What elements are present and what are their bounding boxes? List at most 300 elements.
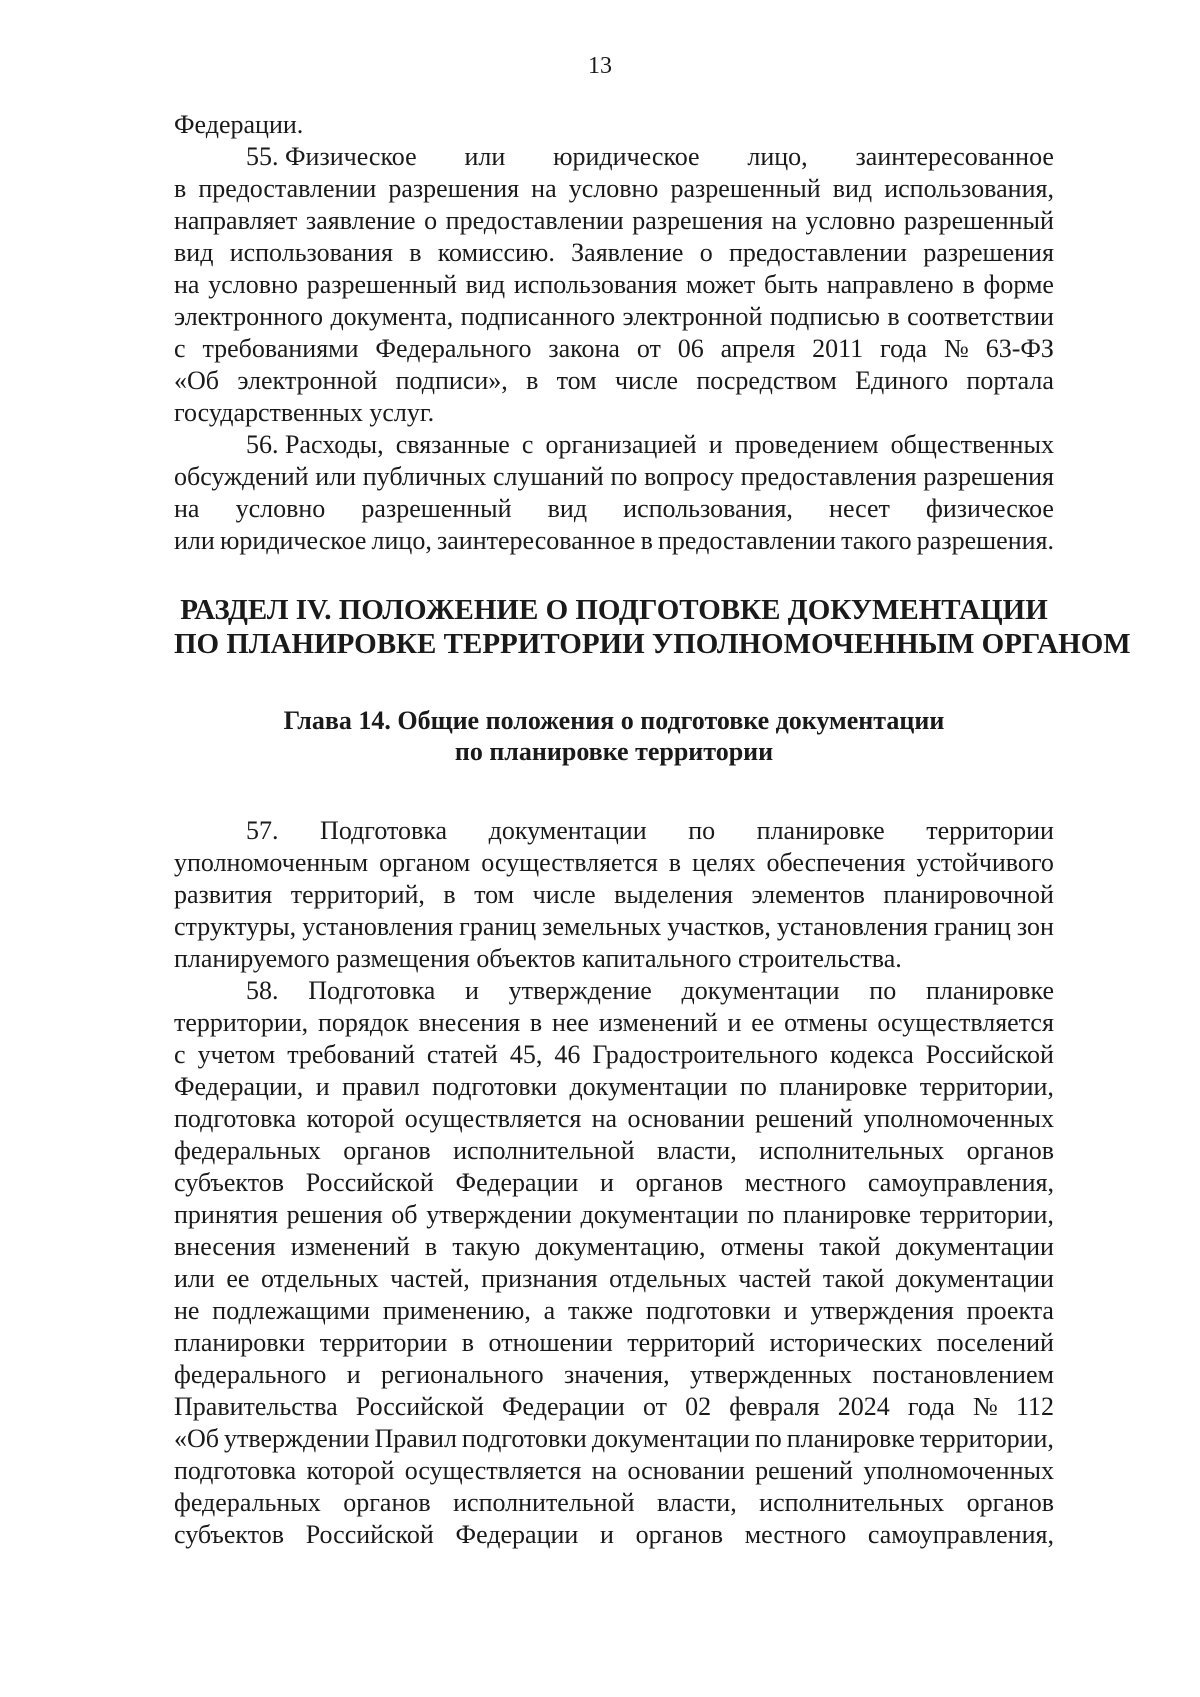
- word: кодекса: [830, 1040, 914, 1069]
- word: разрешенный: [306, 270, 457, 299]
- word: местного: [744, 1520, 847, 1549]
- text-line: [174, 1327, 1054, 1359]
- text-line: [174, 1071, 1054, 1103]
- word: числе: [532, 880, 596, 909]
- word: форме: [983, 270, 1054, 299]
- word: планировке: [779, 1072, 908, 1101]
- word: с: [521, 430, 534, 459]
- word: выделения: [614, 880, 733, 909]
- word: планировке: [756, 816, 885, 845]
- word: решений: [755, 1104, 853, 1133]
- text-line: [174, 1007, 1054, 1039]
- word: 45,: [509, 1040, 543, 1069]
- section-title-line-1: РАЗДЕЛ IV. ПОЛОЖЕНИЕ О ПОДГОТОВКЕ ДОКУМЕНТАЦИИ: [180, 594, 1048, 626]
- word: условно: [208, 270, 298, 299]
- word: по: [610, 462, 638, 491]
- word: вид: [832, 174, 873, 203]
- word: подготовка: [174, 1104, 297, 1133]
- word: внесения: [174, 1232, 276, 1261]
- word: документации: [591, 1424, 750, 1453]
- paragraphs-57-58: [174, 815, 1054, 1551]
- word: отмены: [720, 1232, 805, 1261]
- word: поселений: [936, 1328, 1054, 1357]
- section-title-line-2: ПО ПЛАНИРОВКЕ ТЕРРИТОРИИ УПОЛНОМОЧЕННЫМ ОРГАНОМ: [174, 628, 1131, 660]
- text-line: [174, 1295, 1054, 1327]
- word: на: [591, 1456, 618, 1485]
- word: «Об: [174, 1424, 220, 1453]
- word: документацию,: [535, 1232, 706, 1261]
- text-line: [174, 429, 1054, 461]
- text-line: [174, 173, 1054, 205]
- word: территории,: [174, 1008, 309, 1037]
- word: органов: [343, 1488, 431, 1517]
- word: лицо,: [371, 526, 432, 555]
- word: в: [526, 366, 539, 395]
- word: Заявление: [571, 238, 684, 267]
- word: исполнительных: [759, 1136, 945, 1165]
- word: соответствии: [907, 302, 1054, 331]
- word: Федерации: [502, 1392, 625, 1421]
- word: о: [699, 238, 713, 267]
- word: числе: [614, 366, 678, 395]
- word: исполнительной: [453, 1136, 635, 1165]
- word: разрешения: [388, 174, 520, 203]
- word: с: [174, 334, 186, 363]
- word: уполномоченных: [863, 1104, 1054, 1133]
- word: условно: [805, 206, 896, 235]
- word: утвержденных: [690, 1360, 853, 1389]
- word: организацией: [545, 430, 697, 459]
- word: территории,: [919, 1200, 1054, 1229]
- text-line: [174, 1199, 1054, 1231]
- word: том: [474, 880, 515, 909]
- word: обеспечения: [766, 848, 906, 877]
- word: слушаний: [492, 462, 604, 491]
- word: ее: [751, 1008, 775, 1037]
- text-line: [174, 1359, 1054, 1391]
- text-line: [174, 269, 1054, 301]
- word: 2024: [837, 1392, 890, 1421]
- word: февраля: [729, 1392, 820, 1421]
- word: органов: [343, 1136, 431, 1165]
- word: на: [771, 206, 797, 235]
- word: документации: [895, 1232, 1054, 1261]
- word: №: [973, 1392, 998, 1421]
- word: в: [461, 1328, 475, 1357]
- word: предоставления: [740, 462, 917, 491]
- word: 46: [554, 1040, 581, 1069]
- word: развития: [174, 880, 273, 909]
- word: ее: [226, 1264, 250, 1293]
- word: Российской: [925, 1040, 1054, 1069]
- word: разрешенный: [670, 174, 821, 203]
- word: территории: [319, 1328, 448, 1357]
- word: планировке: [786, 1424, 915, 1453]
- word: субъектов: [174, 1520, 285, 1549]
- word: и: [708, 430, 723, 459]
- word: решений: [755, 1456, 853, 1485]
- word: 2011: [812, 334, 864, 363]
- text-line: [174, 815, 1054, 847]
- word: планировке: [925, 976, 1054, 1005]
- word: территорий,: [290, 880, 425, 909]
- word: органов: [635, 1520, 724, 1549]
- word: и: [346, 1360, 361, 1389]
- text-line: [174, 1039, 1054, 1071]
- word: и: [727, 1008, 742, 1037]
- word: юридическое: [219, 526, 367, 555]
- word: публичных: [362, 462, 487, 491]
- word: органом: [379, 848, 471, 877]
- text-line: планируемого размещения объектов капитального строительства.: [174, 944, 902, 973]
- word: общественных: [890, 430, 1054, 459]
- word: в: [443, 880, 456, 909]
- word: по: [688, 816, 716, 845]
- word: №: [943, 334, 969, 363]
- word: частей: [738, 1264, 812, 1293]
- word: также: [568, 1296, 634, 1325]
- word: признания: [481, 1264, 598, 1293]
- text-line: [174, 1231, 1054, 1263]
- word: электронного: [174, 302, 324, 331]
- word: 63-ФЗ: [985, 334, 1054, 363]
- word: самоуправления,: [867, 1520, 1054, 1549]
- word: подлежащими: [212, 1296, 370, 1325]
- word: Правил: [374, 1424, 457, 1453]
- word: Федерации: [455, 1168, 579, 1197]
- document-body: [174, 109, 1131, 1551]
- word: документации: [569, 1072, 728, 1101]
- word: изменений: [290, 1232, 410, 1261]
- word: 58.: [246, 976, 279, 1005]
- word: установления: [776, 912, 928, 941]
- word: заинтересованное: [437, 526, 636, 555]
- word: федеральных: [174, 1488, 321, 1517]
- text-line: [174, 237, 1054, 269]
- word: и: [600, 1168, 614, 1197]
- word: границ: [933, 912, 1011, 941]
- word: и: [315, 1072, 330, 1101]
- text-line: [174, 1263, 1054, 1295]
- chapter-title-line-1: Глава 14. Общие положения о подготовке документации: [283, 706, 945, 735]
- word: такой: [822, 1264, 885, 1293]
- word: на: [174, 270, 200, 299]
- word: подписанного: [460, 302, 616, 331]
- word: подготовки: [461, 1424, 587, 1453]
- word: отдельных: [261, 1264, 379, 1293]
- word: предоставлении: [658, 526, 836, 555]
- word: электронной: [622, 302, 763, 331]
- word: планировки: [174, 1328, 306, 1357]
- word: использования: [229, 238, 393, 267]
- word: границ: [459, 912, 537, 941]
- word: уполномоченным: [174, 848, 369, 877]
- word: 55. Физическое: [246, 142, 417, 171]
- word: которой: [306, 1104, 395, 1133]
- word: апреля: [720, 334, 796, 363]
- word: осуществляется: [877, 1008, 1054, 1037]
- word: по: [739, 1072, 767, 1101]
- word: портала: [966, 366, 1054, 395]
- word: в: [962, 270, 975, 299]
- word: в: [174, 174, 187, 203]
- word: документа,: [330, 302, 454, 331]
- text-line: [174, 1519, 1054, 1551]
- text-line: [174, 1423, 1054, 1455]
- word: требований: [287, 1040, 415, 1069]
- word: лицо,: [747, 142, 808, 171]
- word: подготовка: [174, 1456, 297, 1485]
- word: установления: [302, 912, 454, 941]
- word: о: [424, 206, 438, 235]
- word: разрешения.: [916, 526, 1054, 555]
- word: исполнительных: [759, 1488, 945, 1517]
- text-line: [174, 205, 1054, 237]
- word: Федерации,: [174, 1072, 304, 1101]
- text-line: [174, 365, 1054, 397]
- word: структуры,: [174, 912, 297, 941]
- word: исполнительной: [453, 1488, 635, 1517]
- word: документации: [895, 1264, 1054, 1293]
- word: решения: [286, 1200, 383, 1229]
- word: или: [315, 462, 357, 491]
- word: или: [174, 526, 215, 555]
- word: документации: [488, 816, 647, 845]
- word: с: [174, 1040, 186, 1069]
- word: планировочной: [883, 880, 1054, 909]
- word: в: [424, 1232, 438, 1261]
- word: Российской: [305, 1168, 434, 1197]
- word: утверждении: [426, 1200, 572, 1229]
- text-line: [174, 1135, 1054, 1167]
- word: территории,: [919, 1072, 1054, 1101]
- word: и: [600, 1520, 614, 1549]
- word: изменений: [598, 1008, 718, 1037]
- word: подписью: [769, 302, 880, 331]
- word: об: [391, 1200, 418, 1229]
- word: использования: [513, 270, 678, 299]
- word: применению,: [382, 1296, 531, 1325]
- word: осуществляется: [404, 1104, 582, 1133]
- text-line: [174, 525, 1054, 557]
- word: власти,: [656, 1488, 737, 1517]
- word: частей,: [390, 1264, 470, 1293]
- word: отдельных: [609, 1264, 727, 1293]
- word: значения,: [564, 1360, 670, 1389]
- word: от: [642, 1392, 667, 1421]
- word: и: [464, 976, 479, 1005]
- word: правил: [342, 1072, 420, 1101]
- word: быть: [764, 270, 818, 299]
- word: разрешенный: [361, 494, 512, 523]
- text-line: [174, 911, 1054, 943]
- word: юридическое: [553, 142, 700, 171]
- word: проекта: [966, 1296, 1054, 1325]
- word: статей: [426, 1040, 498, 1069]
- word: документации: [681, 976, 840, 1005]
- word: 112: [1015, 1392, 1054, 1421]
- word: в: [887, 302, 900, 331]
- word: земельных: [542, 912, 662, 941]
- word: использования,: [884, 174, 1054, 203]
- word: направлено: [826, 270, 954, 299]
- word: территорий: [627, 1328, 755, 1357]
- word: разрешения: [923, 238, 1054, 267]
- word: исторических: [769, 1328, 923, 1357]
- word: в: [409, 238, 422, 267]
- word: порядок: [317, 1008, 409, 1037]
- word: предоставлении: [729, 238, 907, 267]
- word: Правительства: [174, 1392, 338, 1421]
- text-line: [174, 1455, 1054, 1487]
- word: органов: [966, 1136, 1054, 1165]
- word: заявление: [305, 206, 416, 235]
- word: утверждение: [508, 976, 652, 1005]
- word: целях: [692, 848, 756, 877]
- word: территории,: [919, 1424, 1054, 1453]
- word: в: [668, 848, 682, 877]
- word: направляет: [174, 206, 298, 235]
- word: отмены: [784, 1008, 868, 1037]
- word: 57.: [246, 816, 279, 845]
- word: вид: [465, 270, 506, 299]
- word: предоставлении: [198, 174, 377, 203]
- word: подписи»,: [395, 366, 508, 395]
- word: по: [747, 1200, 775, 1229]
- word: предоставлении: [445, 206, 624, 235]
- word: физическое: [926, 494, 1054, 523]
- text-line: [174, 461, 1054, 493]
- word: такой: [819, 1232, 881, 1261]
- word: разрешения: [632, 206, 763, 235]
- word: вопросу: [644, 462, 734, 491]
- word: регионального: [381, 1360, 544, 1389]
- word: Подготовка: [320, 816, 448, 845]
- word: вид: [547, 494, 588, 523]
- word: том: [556, 366, 597, 395]
- word: Российской: [355, 1392, 484, 1421]
- word: отношении: [488, 1328, 613, 1357]
- spacer: [174, 767, 1054, 815]
- word: заинтересованное: [855, 142, 1054, 171]
- word: зон: [1016, 912, 1054, 941]
- word: проведением: [734, 430, 879, 459]
- word: Федерального: [375, 334, 532, 363]
- word: подготовки: [432, 1072, 558, 1101]
- text-line: [174, 1167, 1054, 1199]
- word: местного: [744, 1168, 847, 1197]
- word: по: [754, 1424, 782, 1453]
- word: года: [907, 1392, 955, 1421]
- word: посредством: [696, 366, 837, 395]
- word: может: [685, 270, 756, 299]
- word: разрешенный: [903, 206, 1054, 235]
- page-number: 13: [588, 53, 612, 79]
- word: 56. Расходы,: [246, 430, 384, 459]
- word: самоуправления,: [867, 1168, 1054, 1197]
- word: 06: [677, 334, 704, 363]
- chapter-title-line-2: по планировке территории: [454, 737, 774, 766]
- word: нее: [551, 1008, 589, 1037]
- word: элементов: [751, 880, 865, 909]
- word: основании: [627, 1104, 745, 1133]
- word: по: [869, 976, 897, 1005]
- word: «Об: [174, 366, 220, 395]
- word: утверждении: [223, 1424, 370, 1453]
- word: Подготовка: [308, 976, 436, 1005]
- word: органов: [635, 1168, 724, 1197]
- section-title: [174, 593, 1131, 661]
- text-line: Федерации.: [174, 110, 304, 139]
- word: такую: [452, 1232, 521, 1261]
- word: в: [529, 1008, 543, 1037]
- text-line: [174, 333, 1054, 365]
- word: закона: [548, 334, 620, 363]
- word: Градостроительного: [592, 1040, 819, 1069]
- word: внесения: [418, 1008, 521, 1037]
- text-line: [174, 1487, 1054, 1519]
- word: не: [174, 1296, 200, 1325]
- word: документации: [580, 1200, 739, 1229]
- text-line: [174, 1103, 1054, 1135]
- word: а: [543, 1296, 556, 1325]
- word: несет: [829, 494, 890, 523]
- text-line: государственных услуг.: [174, 398, 435, 427]
- word: в: [640, 526, 653, 555]
- word: планировке: [782, 1200, 911, 1229]
- word: обсуждений: [174, 462, 309, 491]
- word: электронной: [237, 366, 378, 395]
- word: постановлением: [872, 1360, 1054, 1389]
- word: Российской: [305, 1520, 434, 1549]
- word: устойчивого: [916, 848, 1054, 877]
- word: принятия: [174, 1200, 278, 1229]
- word: уполномоченных: [863, 1456, 1054, 1485]
- text-line: [174, 879, 1054, 911]
- word: учетом: [197, 1040, 276, 1069]
- text-line: [174, 847, 1054, 879]
- word: Федерации: [455, 1520, 579, 1549]
- word: федерального: [174, 1360, 327, 1389]
- word: на: [531, 174, 557, 203]
- paragraphs-55-56: [174, 109, 1054, 557]
- word: подготовки: [645, 1296, 771, 1325]
- word: вид: [174, 238, 214, 267]
- word: или: [174, 1264, 215, 1293]
- text-line: [174, 1391, 1054, 1423]
- word: субъектов: [174, 1168, 285, 1197]
- word: от: [636, 334, 661, 363]
- word: основании: [627, 1456, 745, 1485]
- word: участков,: [667, 912, 771, 941]
- text-line: [174, 301, 1054, 333]
- text-line: [174, 975, 1054, 1007]
- word: условно: [568, 174, 659, 203]
- word: федеральных: [174, 1136, 321, 1165]
- word: разрешения: [923, 462, 1054, 491]
- word: на: [174, 494, 200, 523]
- word: комиссию.: [437, 238, 555, 267]
- word: использования,: [623, 494, 793, 523]
- word: или: [464, 142, 506, 171]
- word: власти,: [656, 1136, 737, 1165]
- word: условно: [235, 494, 326, 523]
- word: связанные: [395, 430, 510, 459]
- word: органов: [966, 1488, 1054, 1517]
- word: требованиями: [202, 334, 359, 363]
- word: 02: [685, 1392, 712, 1421]
- word: которой: [306, 1456, 395, 1485]
